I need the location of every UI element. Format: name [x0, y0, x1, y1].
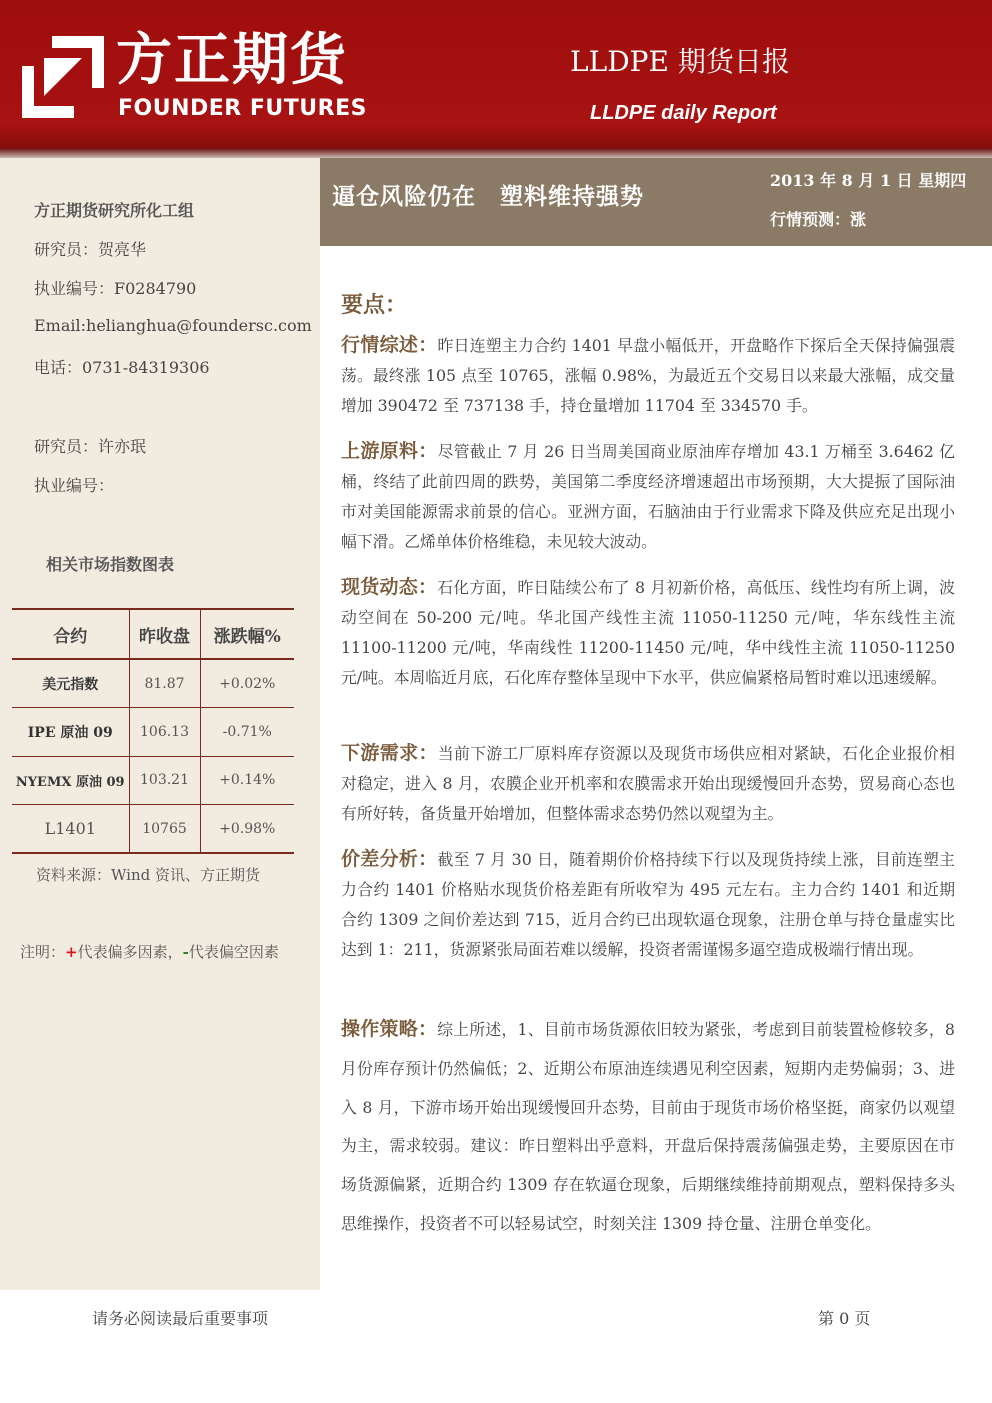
- contract-name: 美元指数: [12, 659, 129, 708]
- change-percent: -0.71%: [222, 723, 272, 740]
- close-price: 10765: [129, 805, 200, 854]
- section-text: 当前下游工厂原料库存资源以及现货市场供应相对紧缺，石化企业报价相对稳定，进入 8 月，农膜企业开机率和农膜需求开始出现缓慢回升态势，贸易商心态也有所好转，备货量开始增加，但整体需求态势仍然以观望为主。: [341, 744, 955, 823]
- legend-note: [20, 941, 279, 962]
- section-label: 行情综述：: [341, 334, 438, 356]
- note-end: 代表偏空因素: [188, 943, 279, 961]
- change-percent: +0.98%: [219, 820, 276, 837]
- section-strategy: [341, 1010, 955, 1244]
- section-text: 石化方面，昨日陆续公布了 8 月初新价格，高低压、线性均有所上调，波动空间在 50-200 元/吨。华北国产线性主流 11050-11250 元/吨，华东线性主流 11100-11200 元/吨，华南线性 11200-11450 元/吨，华中线性主流 11050-11250 元/吨。本周临近月底，石化库存整体呈现中下水平，供应偏紧格局暂时难以迅速缓解。: [341, 578, 955, 687]
- email-address: Email:helianghua@foundersc.com: [34, 316, 312, 335]
- table-row: [12, 756, 294, 805]
- section-label: 操作策略：: [341, 1018, 438, 1040]
- column-header-contract: 合约: [12, 609, 129, 659]
- section-label: 现货动态：: [341, 576, 438, 598]
- section-label: 上游原料：: [341, 440, 438, 462]
- section-text: 截至 7 月 30 日，随着期价价格持续下行以及现货持续上涨，目前连塑主力合约 1401 价格贴水现货价格差距有所收窄为 495 元左右。主力合约 1401 和近期合约 1309 之间价差达到 715，近月合约已出现软逼仓现象，注册仓单与持仓量虚实比达到 1：211，货源紧张局面若难以缓解，投资者需谨惕多逼空造成极端行情出现。: [341, 850, 955, 959]
- section-label: 下游需求：: [341, 742, 438, 764]
- section-market-review: [341, 330, 955, 421]
- note-mid: 代表偏多因素，: [77, 943, 183, 961]
- contract-name: L1401: [12, 805, 129, 854]
- logo-english-name: FOUNDER FUTURES: [118, 96, 367, 121]
- section-text: 昨日连塑主力合约 1401 早盘小幅低开，开盘略作下探后全天保持偏强震荡。最终涨 105 点至 10765，涨幅 0.98%，为最近五个交易日以来最大涨幅，成交量增加 390472 至 737138 手，持仓量增加 11704 至 334570 手。: [341, 336, 955, 415]
- headline: 逼仓风险仍在 塑料维持强势: [332, 183, 644, 210]
- market-index-table-title: 相关市场指数图表: [46, 555, 175, 574]
- report-date: 2013 年 8 月 1 日 星期四: [770, 171, 967, 190]
- founder-logo-icon: [22, 36, 104, 118]
- logo-chinese-name: 方正期货: [116, 28, 348, 93]
- close-price: 81.87: [129, 659, 200, 708]
- header-divider: [0, 148, 992, 158]
- table-header-row: [12, 609, 294, 659]
- section-label: 价差分析：: [341, 848, 438, 870]
- section-downstream: [341, 738, 955, 829]
- phone-number: 电话：0731-84319306: [34, 358, 210, 377]
- page-number: 第 0 页: [818, 1309, 871, 1328]
- footer-disclaimer-note: 请务必阅读最后重要事项: [92, 1309, 269, 1328]
- note-prefix: 注明：: [20, 943, 66, 961]
- analyst-name-2: 研究员：许亦珉: [34, 437, 147, 456]
- column-header-close: 昨收盘: [129, 609, 200, 659]
- license-number: 执业编号：F0284790: [34, 279, 197, 298]
- contract-name: IPE 原油 09: [12, 708, 129, 757]
- section-spot: [341, 572, 955, 693]
- research-department: 方正期货研究所化工组: [34, 201, 195, 220]
- section-text: 综上所述，1、目前市场货源依旧较为紧张，考虑到目前装置检修较多，8 月份库存预计仍然偏低；2、近期公布原油连续遇见利空因素，短期内走势偏弱；3、进入 8 月，下游市场开始出现缓慢回升态势，目前由于现货市场价格坚挺，商家仍以观望为主，需求较弱。建议：昨日塑料出乎意料，开盘后保持震荡偏强走势，主要原因在市场货源偏紧，近期合约 1309 存在软逼仓现象，后期继续维持前期观点，塑料保持多头思维操作，投资者不可以轻易试空，时刻关注 1309 持仓量、注册仓单变化。: [341, 1020, 955, 1233]
- section-spread: [341, 844, 955, 965]
- close-price: 103.21: [129, 756, 200, 805]
- table-row: [12, 805, 294, 854]
- key-points-heading: 要点：: [341, 292, 408, 318]
- section-upstream: [341, 436, 955, 557]
- license-number-2: 执业编号：: [34, 476, 115, 495]
- change-percent: +0.14%: [219, 772, 276, 789]
- table-row: [12, 708, 294, 757]
- analyst-name: 研究员：贺亮华: [34, 240, 147, 259]
- market-index-table: [12, 608, 294, 854]
- minus-symbol: -: [182, 943, 189, 961]
- table-row: [12, 659, 294, 708]
- contract-name: NYEMX 原油 09: [12, 756, 129, 805]
- report-title: LLDPE 期货日报: [570, 45, 790, 78]
- section-text: 尽管截止 7 月 26 日当周美国商业原油库存增加 43.1 万桶至 3.6462 亿桶，终结了此前四周的跌势，美国第二季度经济增速超出市场预期，大大提振了国际油市对美国能源需求前景的信心。亚洲方面，石脑油由于行业需求下降及供应充足出现小幅下滑。乙烯单体价格维稳，未见较大波动。: [341, 442, 955, 551]
- change-percent: +0.02%: [219, 675, 276, 692]
- column-header-change: 涨跌幅%: [213, 626, 281, 647]
- report-subtitle: LLDPE daily Report: [590, 102, 777, 124]
- market-forecast: 行情预测：涨: [770, 210, 867, 229]
- plus-symbol: +: [65, 943, 78, 961]
- data-source: 资料来源：Wind 资讯、方正期货: [36, 866, 260, 884]
- close-price: 106.13: [129, 708, 200, 757]
